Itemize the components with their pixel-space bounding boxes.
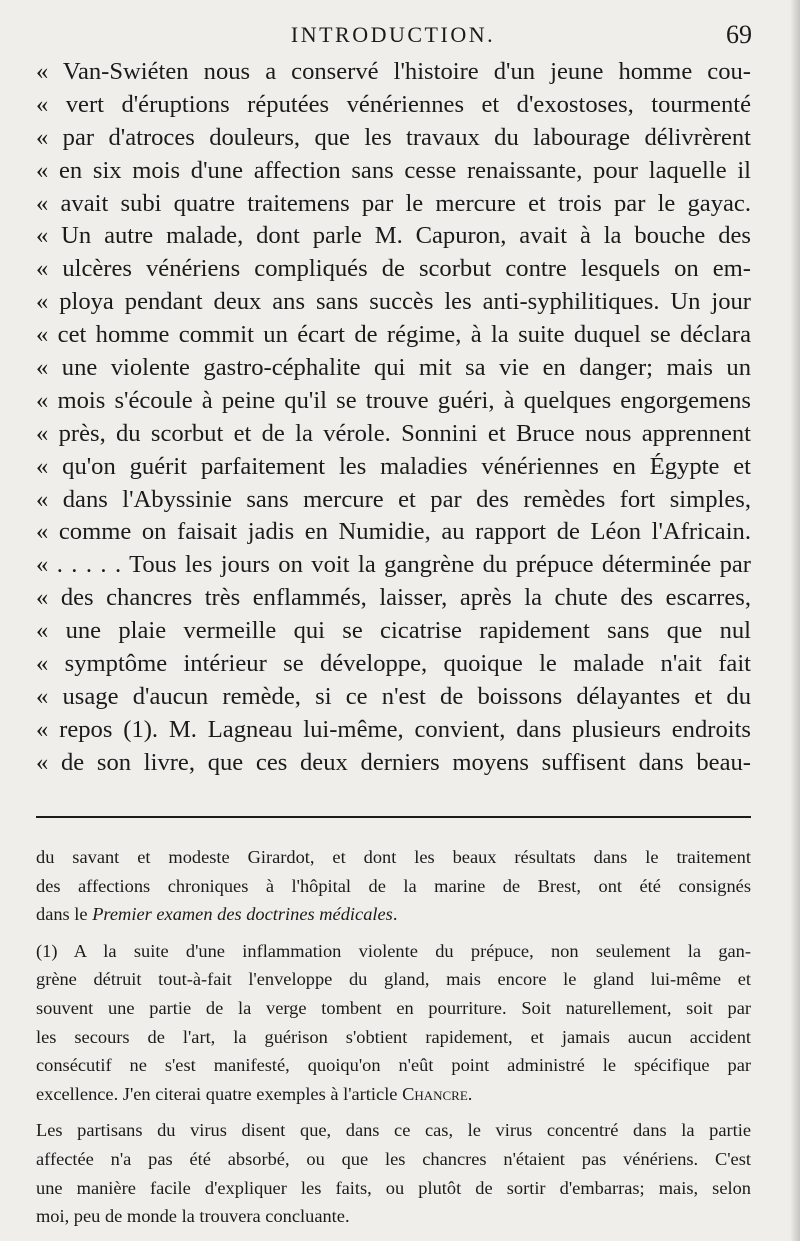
- body-text-line: « comme on faisait jadis en Numidie, au rapport de Léon l'Africain.: [36, 518, 751, 546]
- footnote-line: moi, peu de monde la trouvera concluante.: [36, 1206, 350, 1227]
- body-text-line: « symptôme intérieur se développe, quoique le malade n'ait fait: [36, 650, 751, 678]
- body-text-line: « dans l'Abyssinie sans mercure et par des remèdes fort simples,: [36, 485, 751, 513]
- footnote-2: [36, 1116, 751, 1202]
- body-text-line: « qu'on guérit parfaitement les maladies vénériennes en Égypte et: [36, 452, 751, 480]
- running-title: INTRODUCTION.: [290, 22, 496, 47]
- footnote-line: grène détruit tout-à-fait l'enveloppe du gland, mais encore le gland lui-même et: [36, 969, 751, 990]
- footnote-text: dans le: [36, 904, 93, 925]
- footnote-line: Les partisans du virus disent que, dans ce cas, le virus concentré dans la partie: [36, 1120, 751, 1141]
- footnotes: [36, 843, 751, 1231]
- body-text-line: « usage d'aucun remède, si ce n'est de boissons délayantes et du: [36, 682, 751, 710]
- body-text-line: « de son livre, que ces deux derniers moyens suffisent dans beau-: [36, 748, 751, 776]
- body-text-line: « une plaie vermeille qui se cicatrise rapidement sans que nul: [36, 617, 751, 645]
- page-header: [34, 20, 752, 54]
- body-text-line: « des chancres très enflammés, laisser, après la chute des escarres,: [36, 584, 751, 612]
- body-text-line: « cet homme commit un écart de régime, à la suite duquel se déclara: [36, 321, 751, 349]
- body-text-line: « ploya pendant deux ans sans succès les anti-syphilitiques. Un jour: [36, 288, 751, 316]
- body-text-line: « près, du scorbut et de la vérole. Sonnini et Bruce nous apprennent: [36, 419, 751, 447]
- body-text-line: « une violente gastro-céphalite qui mit sa vie en danger; mais un: [36, 354, 751, 382]
- footnote-text: excellence. J'en citerai quatre exemples à l'article: [36, 1083, 403, 1104]
- footnote-line: (1) A la suite d'une inflammation violente du prépuce, non seulement la gan-: [36, 940, 751, 961]
- book-title-italic: Premier examen des doctrines médicales: [92, 904, 393, 925]
- main-text: [36, 56, 751, 780]
- body-text-line: « ulcères vénériens compliqués de scorbut contre lesquels on em-: [36, 255, 751, 283]
- page-number: 69: [726, 20, 752, 49]
- footnote-line: les secours de l'art, la guérison s'obtient rapidement, et jamais aucun accident: [36, 1026, 751, 1047]
- footnote-line: une manière facile d'expliquer les faits, ou plutôt de sortir d'embarras; mais, selon: [36, 1177, 751, 1198]
- footnote-line: [36, 1080, 751, 1109]
- footnote-continuation-line: des affections chroniques à l'hôpital de la marine de Brest, ont été consignés: [36, 875, 751, 896]
- body-text-line: « Un autre malade, dont parle M. Capuron, avait à la bouche des: [36, 222, 751, 250]
- footnote-1: [36, 937, 751, 1080]
- footnote-text: .: [467, 1083, 473, 1104]
- footnote-continuation-line: du savant et modeste Girardot, et dont les beaux résultats dans le traitement: [36, 847, 751, 867]
- footnote-line: souvent une partie de la verge tombent en pourriture. Soit naturellement, soit par: [36, 997, 751, 1018]
- body-text-line: « avait subi quatre traitemens par le mercure et trois par le gayac.: [36, 189, 751, 217]
- footnote-line: affectée n'a pas été absorbé, ou que les chancres n'étaient pas vénériens. C'est: [36, 1148, 751, 1169]
- body-text-line: « mois s'écoule à peine qu'il se trouve guéri, à quelques engorgemens: [36, 386, 751, 414]
- body-text-line: « repos (1). M. Lagneau lui-même, convient, dans plusieurs endroits: [36, 715, 751, 743]
- footnote-line: consécutif ne s'est manifesté, quoiqu'on n'eût point administré le spécifique par: [36, 1055, 751, 1076]
- body-text-line: « Van-Swiéten nous a conservé l'histoire d'un jeune homme cou-: [36, 58, 751, 85]
- body-text-line: « vert d'éruptions réputées vénériennes et d'exostoses, tourmenté: [36, 90, 751, 118]
- footnote-continuation-line: [36, 900, 751, 929]
- body-text-line: « en six mois d'une affection sans cesse renaissante, pour laquelle il: [36, 156, 751, 184]
- article-reference-smallcaps: Chancre: [402, 1083, 468, 1104]
- footnote-text: .: [392, 904, 398, 925]
- footnote-rule: [36, 816, 751, 818]
- body-text-line: « . . . . . Tous les jours on voit la gangrène du prépuce déterminée par: [36, 551, 751, 579]
- body-text-line: « par d'atroces douleurs, que les travaux du labourage délivrèrent: [36, 123, 751, 151]
